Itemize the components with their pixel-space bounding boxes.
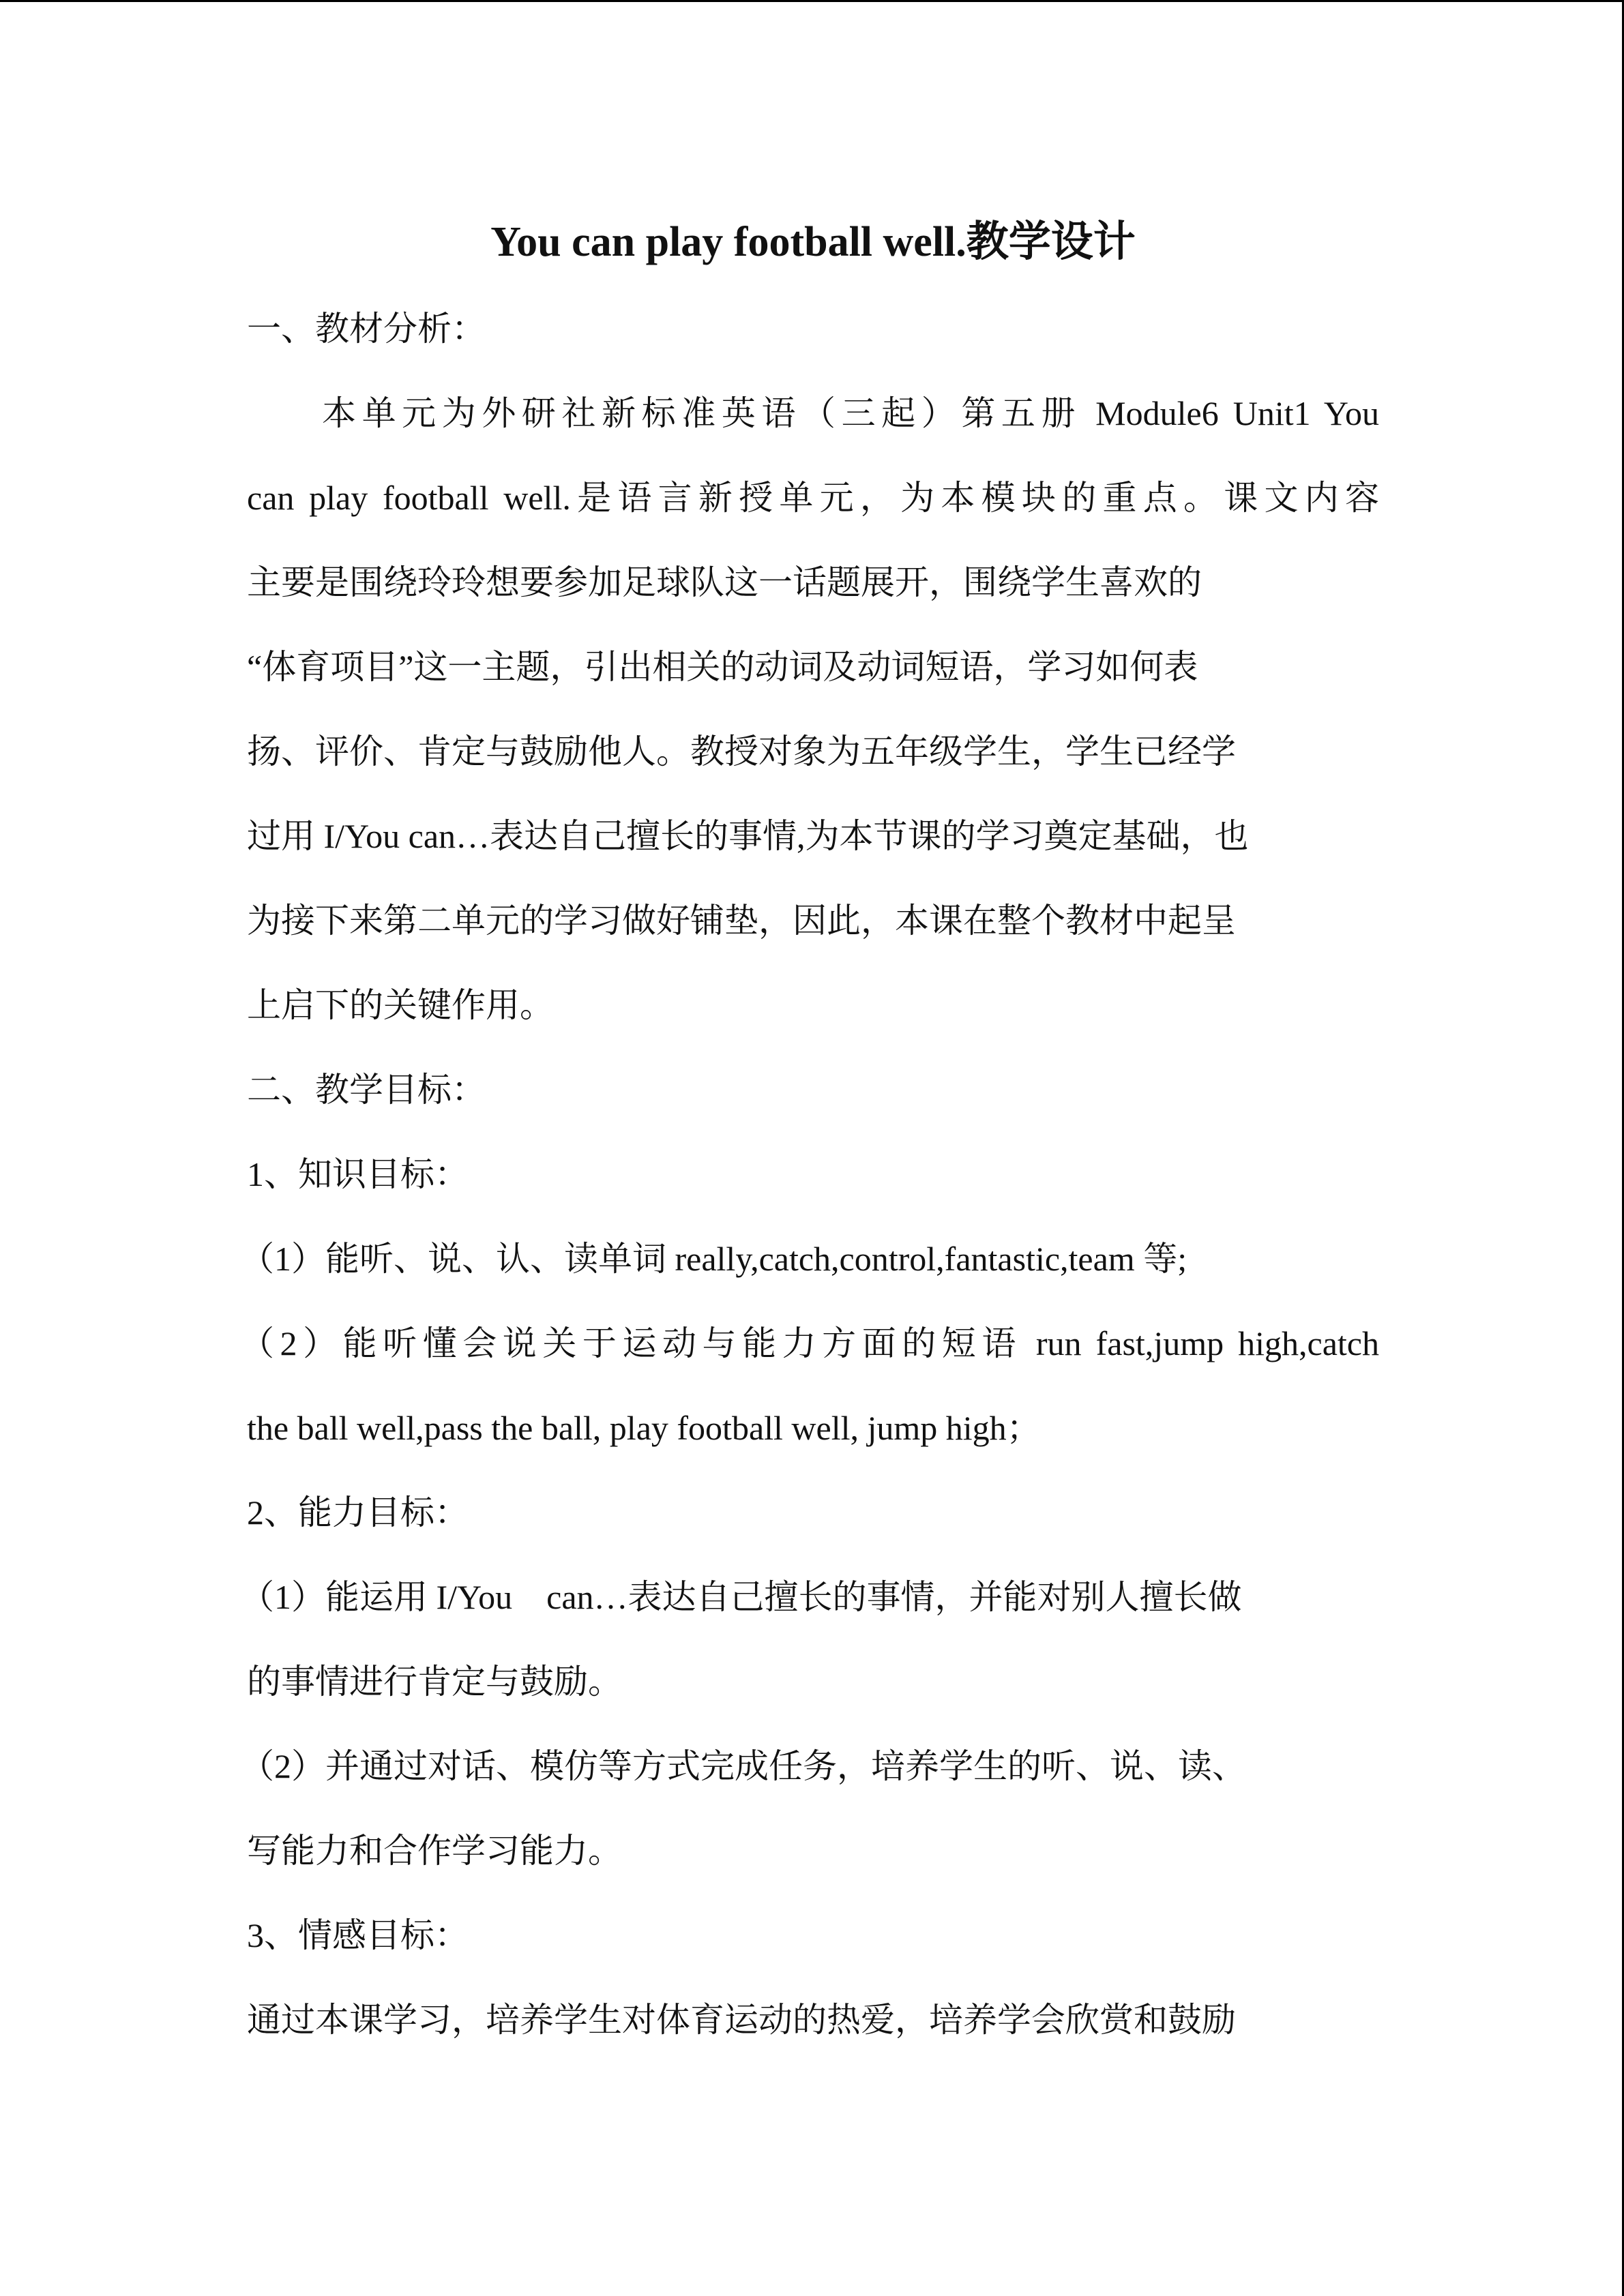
list-item: （2）能听懂会说关于运动与能力方面的短语 run fast,jump high,catch (240, 1324, 1379, 1362)
document-page (240, 205, 1379, 2062)
list-item: （1）能运用 I/You can…表达自己擅长的事情，并能对别人擅长做 (240, 1578, 1242, 1616)
paragraph-line: can play football well.是语言新授单元，为本模块的重点。课文内容 (247, 479, 1379, 517)
paragraph-line: 过用 I/You can…表达自己擅长的事情,为本节课的学习奠定基础，也 (247, 817, 1249, 855)
list-item-continuation: the ball well,pass the ball, play football well, jump high； (247, 1409, 1041, 1447)
list-item: （1）能听、说、认、读单词 really,catch,control,fantastic,team 等; (240, 1240, 1187, 1278)
document-title: You can play football well.教学设计 (490, 219, 1136, 265)
subheading-ability-goals: 2、能力目标： (247, 1493, 469, 1532)
paragraph-line: 本单元为外研社新标准英语（三起）第五册 Module6 Unit1 You (322, 394, 1379, 432)
paragraph-line: 上启下的关键作用。 (247, 986, 554, 1024)
paragraph-line: “体育项目”这一主题，引出相关的动词及动词短语，学习如何表 (247, 648, 1198, 686)
subheading-emotional-goals: 3、情感目标： (247, 1916, 469, 1954)
section-heading-teaching-goals: 二、教学目标： (247, 1071, 486, 1109)
list-item: （2）并通过对话、模仿等方式完成任务，培养学生的听、说、读、 (240, 1747, 1246, 1785)
list-item-continuation: 的事情进行肯定与鼓励。 (247, 1663, 622, 1701)
paragraph-line: 通过本课学习，培养学生对体育运动的热爱，培养学会欣赏和鼓励 (247, 2001, 1236, 2039)
list-item-continuation: 写能力和合作学习能力。 (247, 1832, 622, 1870)
paragraph-line: 扬、评价、肯定与鼓励他人。教授对象为五年级学生，学生已经学 (247, 732, 1236, 771)
paragraph-line: 主要是围绕玲玲想要参加足球队这一话题展开，围绕学生喜欢的 (247, 563, 1202, 601)
top-border (0, 0, 1624, 2)
subheading-knowledge-goals: 1、知识目标： (247, 1155, 469, 1193)
paragraph-line: 为接下来第二单元的学习做好铺垫，因此，本课在整个教材中起呈 (247, 901, 1236, 940)
section-heading-textbook-analysis: 一、教材分析： (247, 310, 486, 348)
